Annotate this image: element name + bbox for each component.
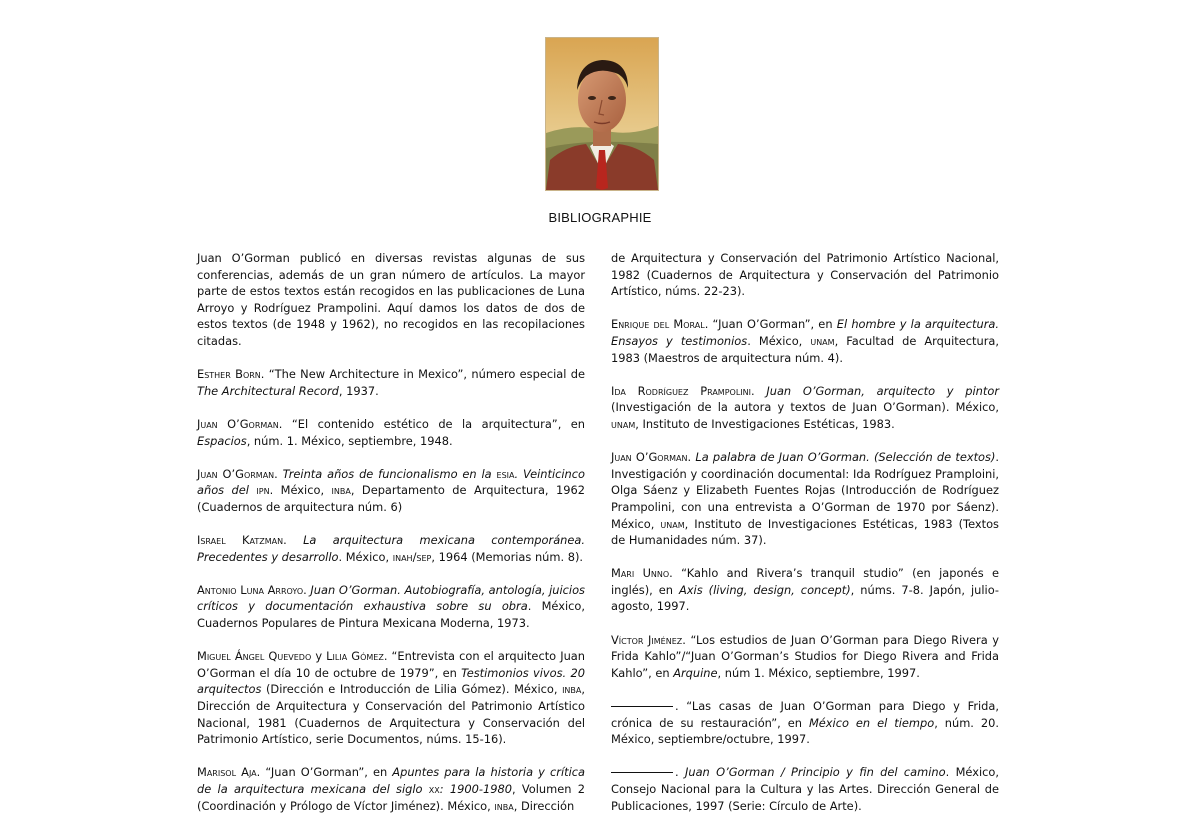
bibliography-entry: [611, 250, 999, 300]
work-title: Testimonios vivos. 20 arquitectos: [197, 665, 585, 697]
work-title: Arquine: [673, 665, 718, 680]
work-title: Treinta años de funcionalismo en la: [282, 466, 497, 481]
author-name: Mari Unno: [611, 566, 670, 581]
author-name: Víctor Jiménez: [611, 632, 683, 647]
author-name: unam: [810, 333, 835, 348]
entry-text: .: [283, 533, 304, 548]
entry-text: , 1937.: [338, 383, 379, 398]
portrait-painting-icon: [546, 38, 658, 190]
entry-text: , Instituto de Investigaciones Estéticas, 1983 (Textos de Humanidades núm. 37).: [611, 516, 999, 548]
entry-text: . México, Consejo Nacional para la Cultura y las Artes. Dirección General de Publicaciones, 1997 (Serie: Círculo de Arte).: [611, 765, 999, 813]
bibliography-entry: [611, 565, 999, 615]
author-name: inah/sep: [392, 549, 432, 564]
author-name: inba: [562, 682, 582, 697]
author-name: Ida Rodríguez Prampolini: [611, 383, 751, 398]
entry-text: , Instituto de Investigaciones Estéticas, 1983.: [635, 416, 895, 431]
work-title: : 1900-1980: [439, 782, 512, 796]
entry-text: .: [303, 582, 311, 597]
author-name: Juan O’Gorman: [197, 466, 275, 481]
entry-text: . México,: [747, 333, 811, 348]
entry-text: , núm. 20. México, septiembre/octubre, 1997.: [611, 715, 1000, 747]
author-name: Israel Katzman: [197, 533, 284, 548]
entry-text: . Investigación y coordinación documental: Ida Rodríguez Pramploini, Olga Sáenz y Elizabeth Fuentes Rojas (Introducción de Rodríguez Prampolini, con una entrevista a O’Gorman de 1970 por Sáenz). México,: [611, 450, 1000, 531]
author-name: inba: [494, 798, 514, 813]
work-title: El hombre y la arquitectura. Ensayos y testimonios: [611, 317, 1000, 348]
author-name: Marisol Aja: [197, 765, 257, 780]
work-title: Juan O’Gorman. Autobiografía, antología, juicios críticos y documentación exhaustiva sobre su obra: [197, 582, 585, 614]
author-name: unam: [660, 516, 685, 531]
entry-text: , 1964 (Memorias núm. 8).: [431, 549, 584, 564]
author-name: xx: [428, 782, 440, 796]
work-title: México en el tiempo: [808, 715, 935, 730]
bibliography-entry: [611, 698, 999, 748]
work-title: La arquitectura mexicana contemporánea. Precedentes y desarrollo: [197, 533, 585, 564]
bibliography-entry: [611, 764, 999, 814]
author-name: Esther Born: [197, 367, 261, 382]
entry-text: . “Kahlo and Rivera’s tranquil studio” (en japonés e inglés), en: [611, 566, 999, 597]
author-name: Antonio Luna Arroyo: [197, 582, 304, 597]
entry-text: . México,: [269, 483, 332, 498]
bibliography-entry: [197, 532, 585, 565]
entry-text: , Dirección de Arquitectura y Conservación del Patrimonio Artístico Nacional, 1981 (Cuadernos de Arquitectura y Conservación del Patrimonio Artístico, serie Documentos, núms. 15-16).: [197, 682, 585, 747]
entry-text: . “Juan O’Gorman”, en: [704, 317, 837, 332]
entry-text: , Facultad de Arquitectura, 1983 (Maestros de arquitectura núm. 4).: [611, 333, 999, 365]
work-title: La palabra de Juan O’Gorman. (Selección de textos): [695, 450, 996, 465]
entry-text: , Volumen 2 (Coordinación y Prólogo de Víctor Jiménez). México,: [197, 782, 585, 813]
author-name: esia: [496, 466, 515, 481]
entry-text: , Dirección: [513, 798, 575, 813]
entry-text: de Arquitectura y Conservación del Patrimonio Artístico Nacional, 1982 (Cuadernos de Arquitectura y Conservación del Patrimonio Artístico, núms. 22-23).: [611, 251, 999, 299]
bibliography-entry: [197, 582, 585, 632]
work-title: . Veinticinco años del: [197, 466, 585, 498]
bibliography-entry: [197, 366, 585, 399]
work-title: Axis (living, design, concept): [679, 582, 851, 597]
author-name: Juan O’Gorman: [197, 416, 279, 431]
author-name: ipn: [256, 483, 270, 498]
bibliography-entry: [197, 466, 585, 516]
bibliography-entry: [197, 416, 585, 449]
author-name: Juan O’Gorman: [611, 450, 688, 465]
entry-text: , núms. 7-8. Japón, julio-agosto, 1997.: [611, 582, 999, 614]
entry-text: . “Las casas de Juan O’Gorman para Diego y Frida, crónica de su restauración”, en: [611, 699, 999, 730]
bibliography-entry: [197, 764, 585, 814]
bibliography-entry: [197, 250, 585, 350]
author-name: inba: [331, 483, 351, 498]
entry-text: .: [687, 450, 696, 465]
author-name: Enrique del Moral: [611, 317, 705, 332]
entry-text: . “The New Architecture in Mexico”, número especial de: [260, 367, 585, 382]
bibliography-right-column: [611, 250, 999, 831]
bibliography-entry: [611, 632, 999, 682]
author-name: Lilia Gómez: [326, 649, 384, 664]
entry-text: .: [274, 466, 283, 481]
repeat-author-dash: [611, 706, 673, 707]
entry-text: . “Juan O’Gorman”, en: [256, 765, 393, 780]
entry-text: (Dirección e Introducción de Lilia Gómez). México,: [261, 682, 563, 697]
author-name: unam: [611, 416, 636, 431]
page-title: BIBLIOGRAPHIE: [548, 210, 652, 225]
bibliography-entry: [611, 316, 999, 366]
author-name: Miguel Ángel Quevedo: [197, 649, 312, 664]
bibliography-left-column: [197, 250, 585, 831]
entry-text: Juan O’Gorman publicó en diversas revistas algunas de sus conferencias, además de un gran número de artículos. La mayor parte de estos textos están recogidos en las publicaciones de Luna Arroyo y Rodríguez Prampolini. Aquí damos los datos de dos de estos textos (de 1948 y 1962), no recogidos en las recopilaciones citadas.: [197, 251, 585, 348]
bibliography-entry: [611, 383, 999, 433]
entry-text: . México,: [338, 549, 393, 564]
work-title: Juan O’Gorman, arquitecto y pintor: [766, 383, 1000, 398]
entry-text: . México, Cuadernos Populares de Pintura Mexicana Moderna, 1973.: [197, 599, 585, 631]
work-title: The Architectural Record: [197, 383, 339, 398]
entry-text: , Departamento de Arquitectura, 1962 (Cuadernos de arquitectura núm. 6): [197, 483, 585, 514]
entry-text: . “Entrevista con el arquitecto Juan O’Gorman el día 10 de octubre de 1979”, en: [197, 649, 585, 680]
entry-text: y: [311, 649, 327, 664]
work-title: Espacios: [197, 433, 247, 448]
entry-text: .: [675, 765, 685, 780]
entry-text: . “Los estudios de Juan O’Gorman para Diego Rivera y Frida Kahlo”/“Juan O’Gorman’s Studios for Diego Rivera and Frida Kahlo”, en: [611, 632, 999, 680]
portrait-image: [545, 37, 659, 191]
bibliography-entry: [197, 648, 585, 748]
entry-text: , núm. 1. México, septiembre, 1948.: [246, 433, 453, 448]
entry-text: , núm 1. México, septiembre, 1997.: [717, 665, 920, 680]
repeat-author-dash: [611, 772, 673, 773]
work-title: Apuntes para la historia y crítica de la arquitectura mexicana del siglo: [197, 765, 586, 796]
work-title: Juan O’Gorman / Principio y fin del camino: [684, 765, 946, 780]
entry-text: . “El contenido estético de la arquitectura”, en: [278, 416, 586, 431]
entry-text: (Investigación de la autora y textos de Juan O’Gorman). México,: [611, 400, 999, 415]
entry-text: .: [750, 383, 767, 398]
bibliography-entry: [611, 449, 999, 549]
